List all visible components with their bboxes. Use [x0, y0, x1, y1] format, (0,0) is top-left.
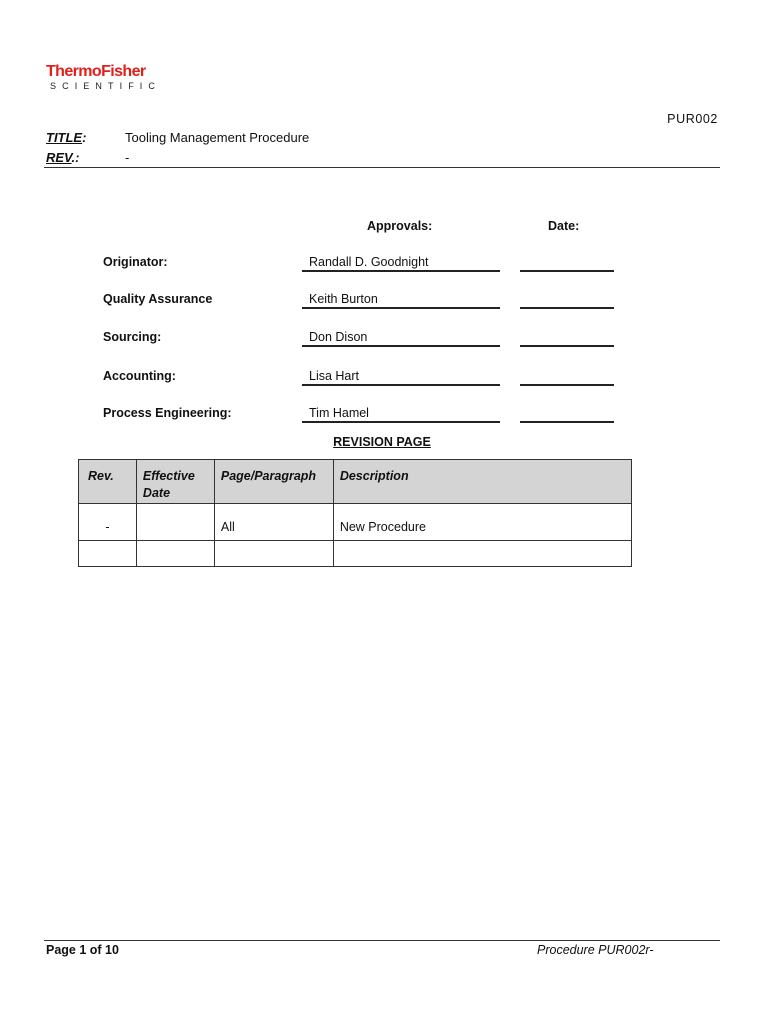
approval-signature-field: Randall D. Goodnight — [302, 255, 500, 272]
approval-row-process-engineering — [0, 406, 768, 428]
document-rev: - — [125, 150, 130, 165]
cell-rev — [79, 541, 137, 567]
approval-date-field — [520, 406, 614, 423]
column-header-page-paragraph: Page/Paragraph — [214, 460, 333, 504]
cell-page-paragraph — [214, 541, 333, 567]
approval-role: Originator: — [103, 255, 168, 269]
column-header-rev: Rev. — [79, 460, 137, 504]
approval-date-field — [520, 369, 614, 386]
rev-label: REV.: — [46, 150, 80, 165]
approval-date-field — [520, 255, 614, 272]
approval-date-field — [520, 292, 614, 309]
column-header-description: Description — [333, 460, 631, 504]
cell-description: New Procedure — [333, 504, 631, 541]
title-label: TITLE: — [46, 130, 87, 145]
table-row — [79, 541, 632, 567]
approval-signature-field: Tim Hamel — [302, 406, 500, 423]
approval-row-originator — [0, 255, 768, 277]
cell-effective-date — [136, 504, 214, 541]
approval-role: Sourcing: — [103, 330, 162, 344]
document-title: Tooling Management Procedure — [125, 130, 310, 145]
approval-signature-field: Keith Burton — [302, 292, 500, 309]
approvals-header: Approvals: — [367, 219, 433, 233]
header-divider — [44, 167, 720, 168]
approval-row-sourcing — [0, 330, 768, 352]
approval-role: Process Engineering: — [103, 406, 232, 420]
logo-subtitle: SCIENTIFIC — [50, 81, 162, 91]
approval-signature-field: Don Dison — [302, 330, 500, 347]
revision-page-heading: REVISION PAGE — [333, 435, 431, 449]
revision-table — [78, 459, 632, 567]
cell-rev: - — [79, 504, 137, 541]
cell-page-paragraph: All — [214, 504, 333, 541]
approval-row-accounting — [0, 369, 768, 391]
approval-role: Quality Assurance — [103, 292, 213, 306]
approval-date-field — [520, 330, 614, 347]
approval-role: Accounting: — [103, 369, 176, 383]
company-logo — [46, 63, 161, 92]
cell-effective-date — [136, 541, 214, 567]
approval-row-quality-assurance — [0, 292, 768, 314]
page-number: Page 1 of 10 — [46, 943, 119, 957]
column-header-effective-date: Effective Date — [136, 460, 214, 504]
logo-brand: ThermoFisher — [46, 63, 146, 80]
table-header-row — [79, 460, 632, 504]
document-id: PUR002 — [667, 112, 718, 126]
procedure-reference: Procedure PUR002r- — [537, 943, 654, 957]
approval-signature-field: Lisa Hart — [302, 369, 500, 386]
footer-divider — [44, 940, 720, 941]
cell-description — [333, 541, 631, 567]
table-row — [79, 504, 632, 541]
date-header: Date: — [548, 219, 580, 233]
